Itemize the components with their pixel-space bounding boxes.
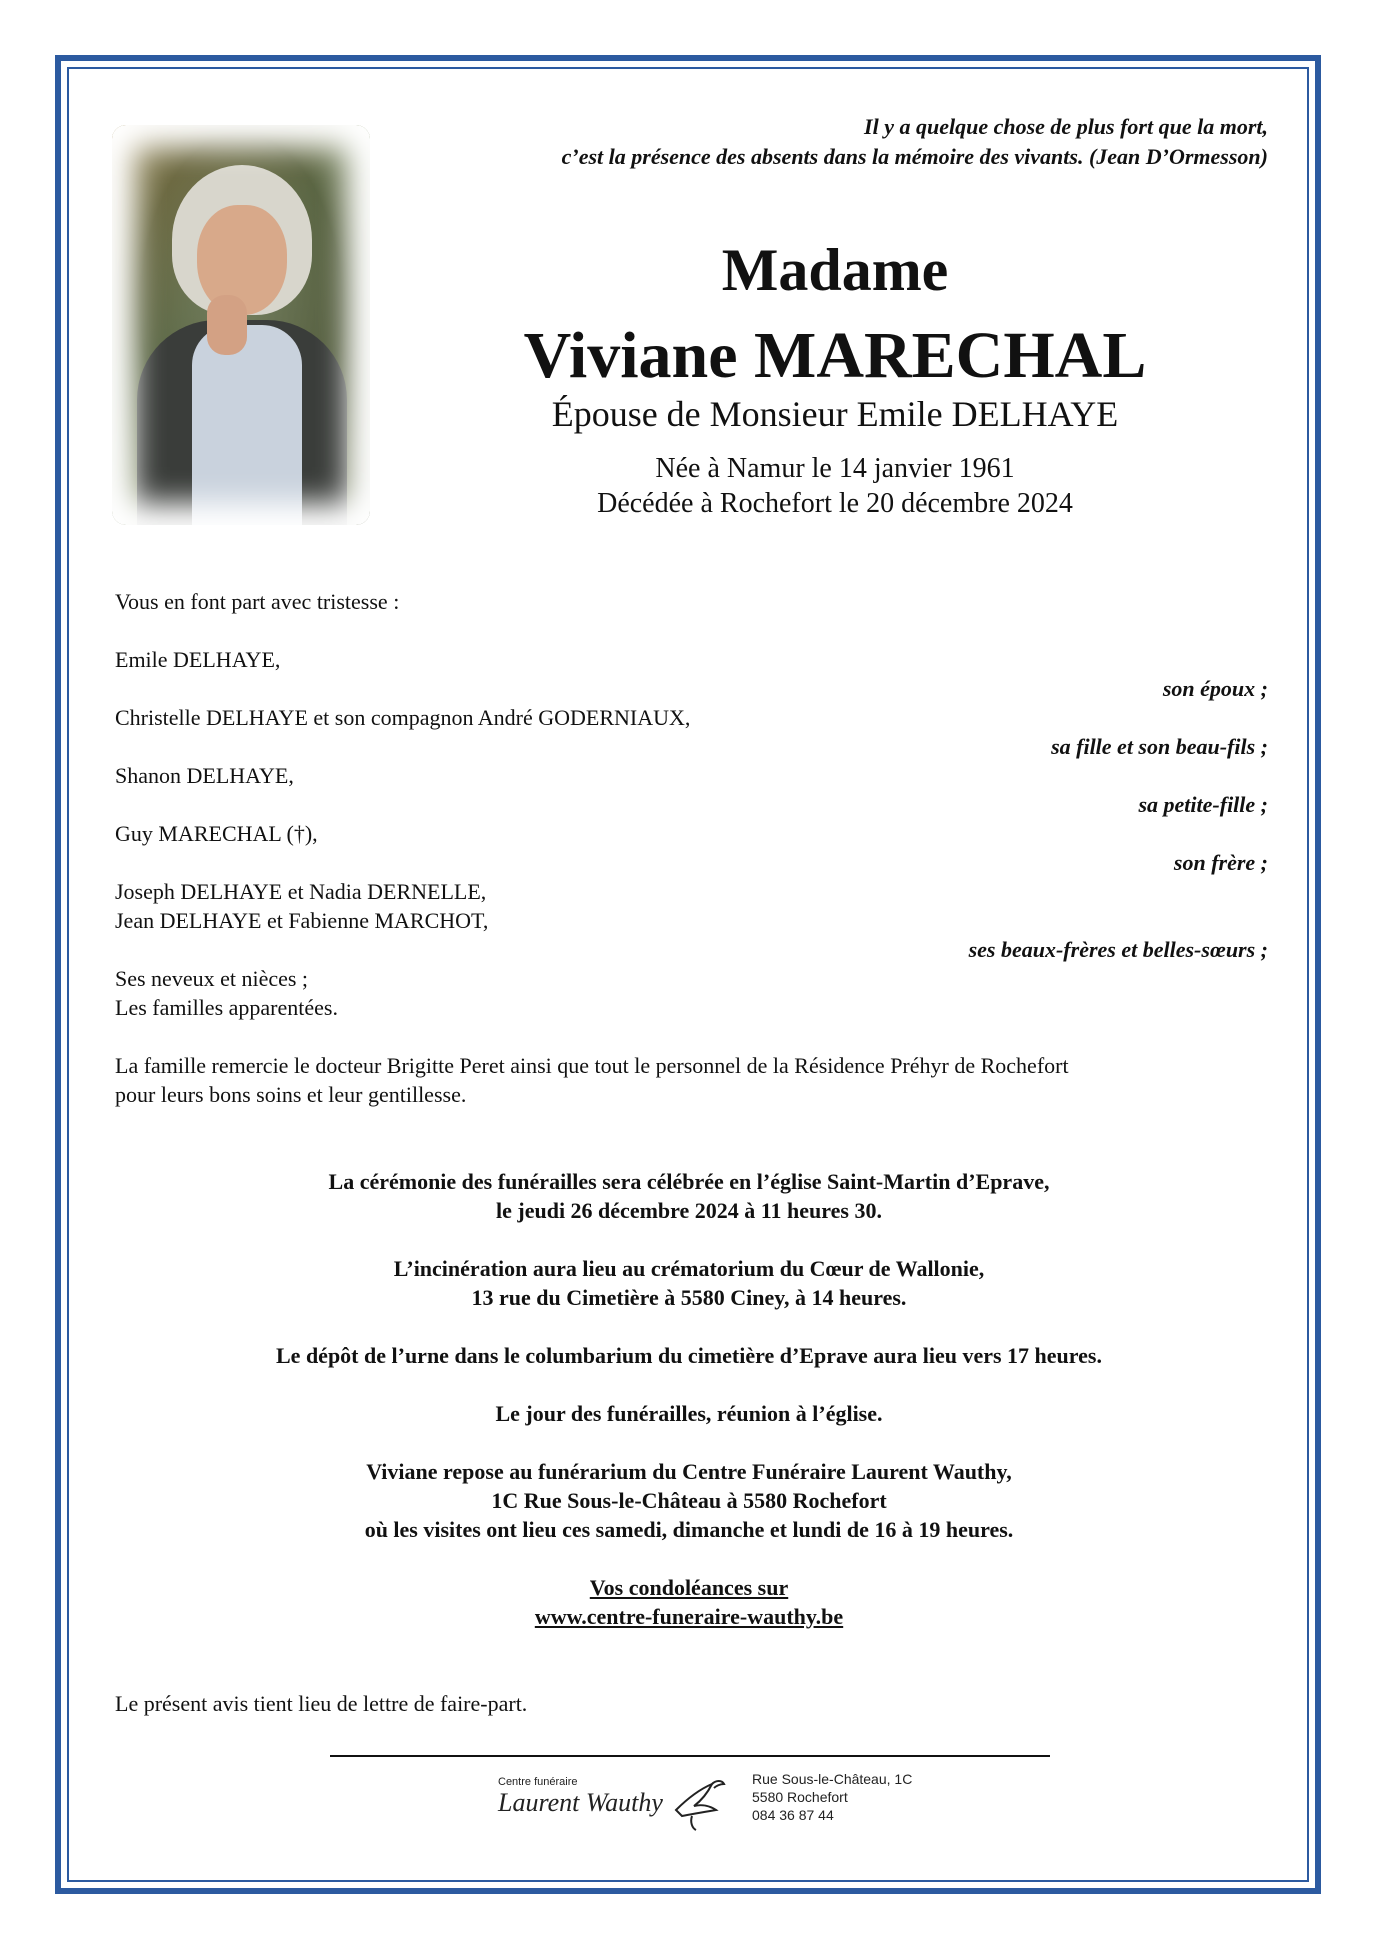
condolences-block bbox=[115, 1573, 1263, 1631]
footer-phone: 084 36 87 44 bbox=[752, 1807, 834, 1823]
cremation-line-2: 13 rue du Cimetière à 5580 Ciney, à 14 heures. bbox=[471, 1285, 907, 1310]
cremation-block bbox=[115, 1254, 1263, 1312]
deceased-name: Viviane MARECHAL bbox=[523, 319, 1147, 392]
others-line-2: Les familles apparentées. bbox=[115, 995, 338, 1020]
birth-line: Née à Namur le 14 janvier 1961 bbox=[655, 453, 1015, 484]
family-name-2: Christelle DELHAYE et son compagnon André GODERNIAUX, bbox=[115, 705, 691, 730]
others-line-1: Ses neveux et nièces ; bbox=[115, 966, 309, 991]
family-name-5b: Jean DELHAYE et Fabienne MARCHOT, bbox=[115, 908, 489, 933]
portrait-photo bbox=[112, 125, 370, 525]
family-name-4: Guy MARECHAL (†), bbox=[115, 821, 318, 846]
footer-address-2: 5580 Rochefort bbox=[752, 1789, 848, 1805]
thanks-line-1: La famille remercie le docteur Brigitte Peret ainsi que tout le personnel de la Résidence Préhyr de Rochefort bbox=[115, 1053, 1069, 1078]
funerarium-line-2: 1C Rue Sous-le-Château à 5580 Rochefort bbox=[491, 1488, 887, 1513]
intro-text: Vous en font part avec tristesse : bbox=[115, 589, 400, 614]
family-name-3: Shanon DELHAYE, bbox=[115, 763, 294, 788]
urn-line: Le dépôt de l’urne dans le columbarium du cimetière d’Eprave aura lieu vers 17 heures. bbox=[276, 1343, 1102, 1368]
family-relation-1: son époux ; bbox=[1162, 676, 1268, 701]
family-relation-3: sa petite-fille ; bbox=[1138, 792, 1268, 817]
honorific-title: Madame bbox=[721, 237, 949, 303]
footer-address-1: Rue Sous-le-Château, 1C bbox=[752, 1771, 913, 1787]
condolences-label: Vos condoléances sur bbox=[589, 1575, 789, 1600]
family-relation-4: son frère ; bbox=[1173, 850, 1268, 875]
signature-divider bbox=[330, 1755, 1050, 1757]
death-line: Décédée à Rochefort le 20 décembre 2024 bbox=[597, 488, 1073, 519]
family-name-5: Joseph DELHAYE et Nadia DERNELLE, bbox=[115, 879, 487, 904]
condolences-link[interactable]: www.centre-funeraire-wauthy.be bbox=[534, 1604, 844, 1629]
thanks-line-2: pour leurs bons soins et leur gentillesse. bbox=[115, 1082, 467, 1107]
funerarium-line-3: où les visites ont lieu ces samedi, dimanche et lundi de 16 à 19 heures. bbox=[364, 1517, 1014, 1542]
cremation-line-1: L’incinération aura lieu au crématorium du Cœur de Wallonie, bbox=[393, 1256, 985, 1281]
logo-script-name: Laurent Wauthy bbox=[498, 1788, 663, 1817]
family-relation-2: sa fille et son beau-fils ; bbox=[1051, 734, 1268, 759]
funerarium-line-1: Viviane repose au funérarium du Centre Funéraire Laurent Wauthy, bbox=[366, 1459, 1012, 1484]
quote-line-1: Il y a quelque chose de plus fort que la mort, bbox=[864, 114, 1268, 139]
family-relation-5: ses beaux-frères et belles-sœurs ; bbox=[968, 937, 1268, 962]
ceremony-block bbox=[115, 1167, 1263, 1225]
family-name-1: Emile DELHAYE, bbox=[115, 647, 281, 672]
funerarium-block bbox=[115, 1457, 1263, 1544]
spouse-line: Épouse de Monsieur Emile DELHAYE bbox=[551, 394, 1119, 434]
ceremony-line-2: le jeudi 26 décembre 2024 à 11 heures 30. bbox=[496, 1198, 882, 1223]
epigraph-quote bbox=[368, 112, 1268, 172]
meeting-line: Le jour des funérailles, réunion à l’église. bbox=[495, 1401, 883, 1426]
dove-logo-icon bbox=[668, 1770, 726, 1832]
quote-line-2: c’est la présence des absents dans la mémoire des vivants. (Jean D’Ormesson) bbox=[561, 144, 1268, 169]
logo-caption: Centre funéraire bbox=[498, 1776, 578, 1788]
ceremony-line-1: La cérémonie des funérailles sera célébrée en l’église Saint-Martin d’Eprave, bbox=[328, 1169, 1050, 1194]
closing-line: Le présent avis tient lieu de lettre de faire-part. bbox=[115, 1691, 528, 1716]
